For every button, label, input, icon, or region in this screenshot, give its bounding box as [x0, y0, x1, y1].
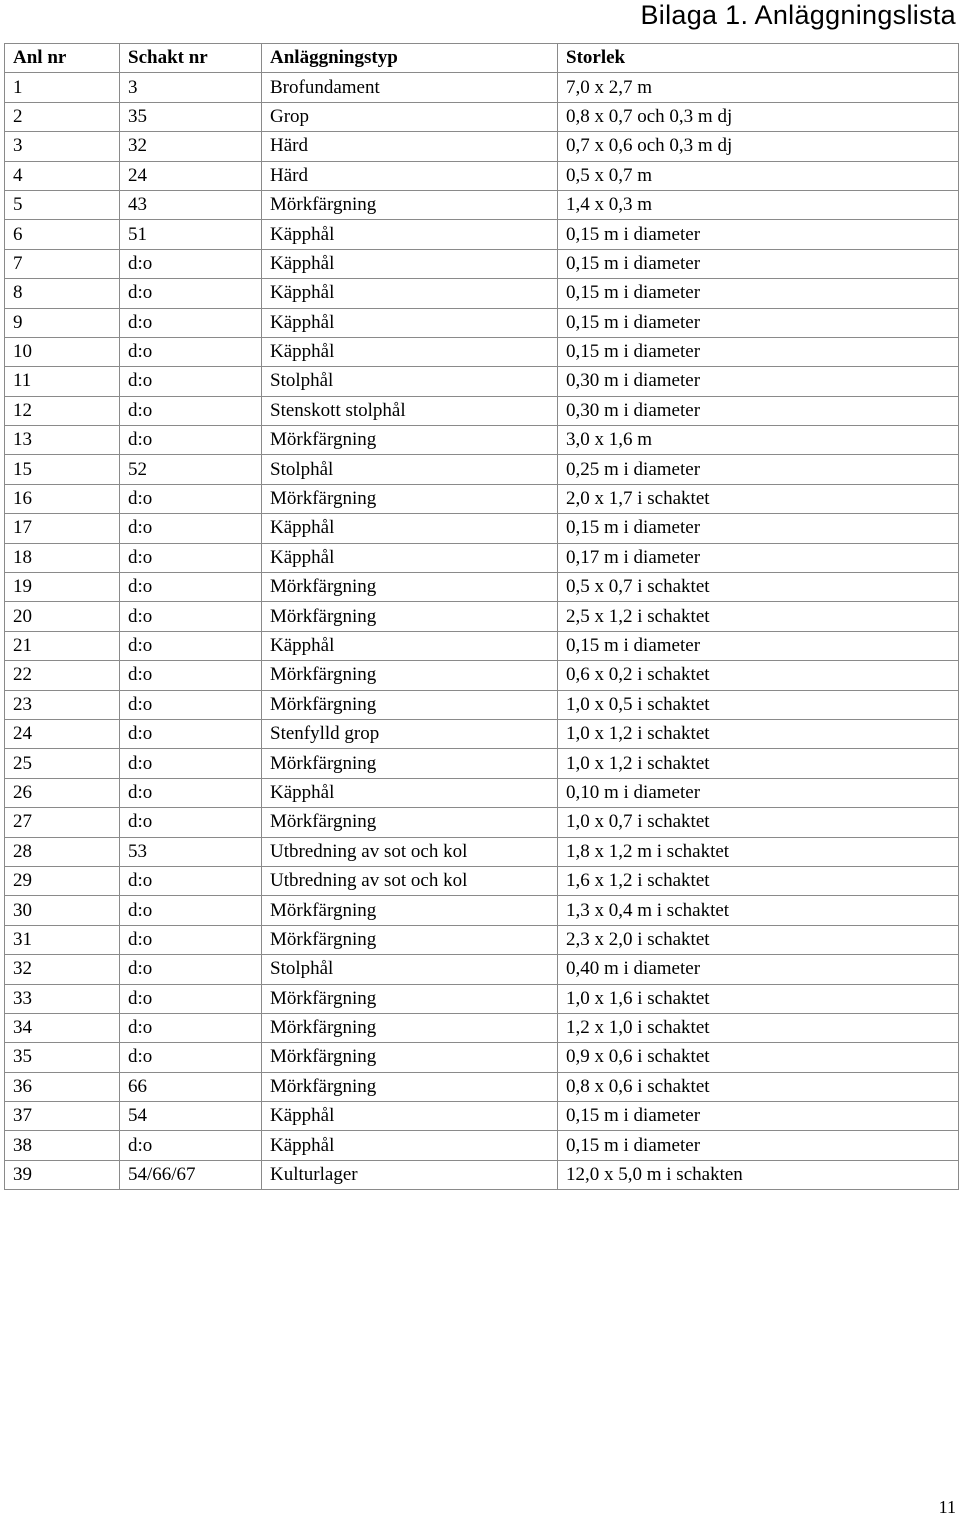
table-row — [5, 631, 959, 660]
cell-storlek: 0,15 m i diameter — [558, 249, 959, 278]
cell-storlek: 1,0 x 1,6 i schaktet — [558, 984, 959, 1013]
cell-anlaggningstyp: Mörkfärgning — [262, 426, 558, 455]
cell-anl-nr: 29 — [5, 866, 120, 895]
cell-schakt-nr: 52 — [120, 455, 262, 484]
cell-schakt-nr: d:o — [120, 573, 262, 602]
cell-schakt-nr: d:o — [120, 984, 262, 1013]
table-row — [5, 955, 959, 984]
cell-anl-nr: 18 — [5, 543, 120, 572]
table-row — [5, 73, 959, 102]
cell-schakt-nr: d:o — [120, 308, 262, 337]
cell-anl-nr: 36 — [5, 1072, 120, 1101]
cell-storlek: 1,0 x 1,2 i schaktet — [558, 749, 959, 778]
table-row — [5, 661, 959, 690]
table-row — [5, 719, 959, 748]
table-row — [5, 337, 959, 366]
cell-anlaggningstyp: Mörkfärgning — [262, 896, 558, 925]
cell-anl-nr: 26 — [5, 778, 120, 807]
table-row — [5, 925, 959, 954]
cell-anl-nr: 24 — [5, 719, 120, 748]
cell-schakt-nr: d:o — [120, 1131, 262, 1160]
table-row — [5, 1160, 959, 1189]
cell-storlek: 0,6 x 0,2 i schaktet — [558, 661, 959, 690]
cell-anlaggningstyp: Käpphål — [262, 337, 558, 366]
table-row — [5, 1013, 959, 1042]
cell-schakt-nr: d:o — [120, 396, 262, 425]
cell-storlek: 0,15 m i diameter — [558, 1102, 959, 1131]
cell-anl-nr: 19 — [5, 573, 120, 602]
cell-anl-nr: 12 — [5, 396, 120, 425]
cell-schakt-nr: 3 — [120, 73, 262, 102]
cell-schakt-nr: d:o — [120, 337, 262, 366]
cell-schakt-nr: d:o — [120, 690, 262, 719]
header-anlaggningstyp: Anläggningstyp — [262, 44, 558, 73]
cell-schakt-nr: d:o — [120, 896, 262, 925]
cell-schakt-nr: d:o — [120, 955, 262, 984]
cell-storlek: 0,17 m i diameter — [558, 543, 959, 572]
cell-anlaggningstyp: Mörkfärgning — [262, 925, 558, 954]
cell-storlek: 2,0 x 1,7 i schaktet — [558, 484, 959, 513]
cell-anl-nr: 32 — [5, 955, 120, 984]
cell-anl-nr: 9 — [5, 308, 120, 337]
table-row — [5, 1043, 959, 1072]
cell-anl-nr: 13 — [5, 426, 120, 455]
cell-anlaggningstyp: Mörkfärgning — [262, 690, 558, 719]
cell-schakt-nr: 43 — [120, 190, 262, 219]
cell-schakt-nr: d:o — [120, 279, 262, 308]
cell-anl-nr: 33 — [5, 984, 120, 1013]
table-row — [5, 220, 959, 249]
cell-anlaggningstyp: Stolphål — [262, 955, 558, 984]
table-row — [5, 484, 959, 513]
cell-anl-nr: 22 — [5, 661, 120, 690]
cell-anlaggningstyp: Käpphål — [262, 220, 558, 249]
cell-storlek: 1,0 x 0,7 i schaktet — [558, 808, 959, 837]
cell-storlek: 0,7 x 0,6 och 0,3 m dj — [558, 132, 959, 161]
table-row — [5, 690, 959, 719]
table-row — [5, 102, 959, 131]
cell-schakt-nr: 53 — [120, 837, 262, 866]
cell-storlek: 1,8 x 1,2 m i schaktet — [558, 837, 959, 866]
table-header-row — [5, 44, 959, 73]
cell-anlaggningstyp: Käpphål — [262, 543, 558, 572]
cell-schakt-nr: 54 — [120, 1102, 262, 1131]
cell-anlaggningstyp: Stolphål — [262, 367, 558, 396]
cell-anl-nr: 31 — [5, 925, 120, 954]
cell-anlaggningstyp: Käpphål — [262, 778, 558, 807]
facility-table — [4, 43, 959, 1190]
cell-anlaggningstyp: Grop — [262, 102, 558, 131]
cell-anlaggningstyp: Käpphål — [262, 249, 558, 278]
table-row — [5, 514, 959, 543]
cell-storlek: 0,5 x 0,7 m — [558, 161, 959, 190]
cell-anl-nr: 7 — [5, 249, 120, 278]
cell-storlek: 0,15 m i diameter — [558, 220, 959, 249]
cell-storlek: 2,5 x 1,2 i schaktet — [558, 602, 959, 631]
cell-anlaggningstyp: Mörkfärgning — [262, 661, 558, 690]
cell-storlek: 0,15 m i diameter — [558, 1131, 959, 1160]
table-row — [5, 161, 959, 190]
cell-storlek: 0,10 m i diameter — [558, 778, 959, 807]
cell-anl-nr: 1 — [5, 73, 120, 102]
cell-anlaggningstyp: Mörkfärgning — [262, 602, 558, 631]
cell-storlek: 1,2 x 1,0 i schaktet — [558, 1013, 959, 1042]
cell-storlek: 0,30 m i diameter — [558, 367, 959, 396]
cell-anlaggningstyp: Mörkfärgning — [262, 984, 558, 1013]
cell-schakt-nr: 51 — [120, 220, 262, 249]
cell-schakt-nr: 66 — [120, 1072, 262, 1101]
cell-schakt-nr: d:o — [120, 1043, 262, 1072]
table-row — [5, 1072, 959, 1101]
cell-anlaggningstyp: Mörkfärgning — [262, 1072, 558, 1101]
cell-anl-nr: 34 — [5, 1013, 120, 1042]
table-row — [5, 367, 959, 396]
cell-anlaggningstyp: Mörkfärgning — [262, 190, 558, 219]
cell-schakt-nr: d:o — [120, 808, 262, 837]
cell-anlaggningstyp: Härd — [262, 161, 558, 190]
cell-storlek: 0,15 m i diameter — [558, 514, 959, 543]
cell-storlek: 0,9 x 0,6 i schaktet — [558, 1043, 959, 1072]
cell-anlaggningstyp: Stenskott stolphål — [262, 396, 558, 425]
table-row — [5, 132, 959, 161]
cell-schakt-nr: d:o — [120, 866, 262, 895]
table-row — [5, 455, 959, 484]
cell-schakt-nr: d:o — [120, 484, 262, 513]
cell-storlek: 0,8 x 0,7 och 0,3 m dj — [558, 102, 959, 131]
cell-schakt-nr: d:o — [120, 249, 262, 278]
cell-anl-nr: 5 — [5, 190, 120, 219]
cell-anlaggningstyp: Käpphål — [262, 514, 558, 543]
table-row — [5, 396, 959, 425]
cell-schakt-nr: d:o — [120, 749, 262, 778]
cell-schakt-nr: d:o — [120, 543, 262, 572]
cell-schakt-nr: d:o — [120, 925, 262, 954]
cell-schakt-nr: d:o — [120, 602, 262, 631]
table-row — [5, 543, 959, 572]
cell-anl-nr: 2 — [5, 102, 120, 131]
cell-storlek: 1,0 x 0,5 i schaktet — [558, 690, 959, 719]
cell-anl-nr: 8 — [5, 279, 120, 308]
cell-anlaggningstyp: Brofundament — [262, 73, 558, 102]
cell-anl-nr: 25 — [5, 749, 120, 778]
cell-storlek: 0,40 m i diameter — [558, 955, 959, 984]
table-row — [5, 426, 959, 455]
page-title: Bilaga 1. Anläggningslista — [640, 0, 956, 30]
cell-anl-nr: 28 — [5, 837, 120, 866]
cell-anlaggningstyp: Käpphål — [262, 279, 558, 308]
cell-storlek: 0,30 m i diameter — [558, 396, 959, 425]
cell-anlaggningstyp: Stenfylld grop — [262, 719, 558, 748]
cell-storlek: 7,0 x 2,7 m — [558, 73, 959, 102]
cell-anl-nr: 3 — [5, 132, 120, 161]
cell-schakt-nr: d:o — [120, 514, 262, 543]
cell-anl-nr: 37 — [5, 1102, 120, 1131]
table-row — [5, 573, 959, 602]
cell-anl-nr: 21 — [5, 631, 120, 660]
table-row — [5, 249, 959, 278]
cell-storlek: 0,8 x 0,6 i schaktet — [558, 1072, 959, 1101]
table-row — [5, 190, 959, 219]
cell-storlek: 12,0 x 5,0 m i schakten — [558, 1160, 959, 1189]
cell-anlaggningstyp: Utbredning av sot och kol — [262, 837, 558, 866]
cell-anl-nr: 4 — [5, 161, 120, 190]
cell-storlek: 1,6 x 1,2 i schaktet — [558, 866, 959, 895]
cell-anlaggningstyp: Stolphål — [262, 455, 558, 484]
cell-anlaggningstyp: Mörkfärgning — [262, 573, 558, 602]
table-body — [5, 73, 959, 1190]
cell-anl-nr: 11 — [5, 367, 120, 396]
table-row — [5, 896, 959, 925]
cell-anlaggningstyp: Mörkfärgning — [262, 1043, 558, 1072]
cell-storlek: 1,0 x 1,2 i schaktet — [558, 719, 959, 748]
cell-anl-nr: 39 — [5, 1160, 120, 1189]
cell-anl-nr: 6 — [5, 220, 120, 249]
cell-storlek: 0,15 m i diameter — [558, 308, 959, 337]
cell-anl-nr: 16 — [5, 484, 120, 513]
cell-schakt-nr: d:o — [120, 661, 262, 690]
cell-anlaggningstyp: Mörkfärgning — [262, 484, 558, 513]
table-row — [5, 778, 959, 807]
cell-storlek: 1,4 x 0,3 m — [558, 190, 959, 219]
cell-storlek: 0,15 m i diameter — [558, 337, 959, 366]
cell-anl-nr: 35 — [5, 1043, 120, 1072]
cell-anlaggningstyp: Mörkfärgning — [262, 808, 558, 837]
header-schakt-nr: Schakt nr — [120, 44, 262, 73]
cell-anlaggningstyp: Härd — [262, 132, 558, 161]
cell-anlaggningstyp: Mörkfärgning — [262, 1013, 558, 1042]
cell-storlek: 3,0 x 1,6 m — [558, 426, 959, 455]
cell-anl-nr: 38 — [5, 1131, 120, 1160]
table-row — [5, 808, 959, 837]
cell-anlaggningstyp: Käpphål — [262, 1102, 558, 1131]
table-row — [5, 984, 959, 1013]
header-anl-nr: Anl nr — [5, 44, 120, 73]
cell-anlaggningstyp: Käpphål — [262, 1131, 558, 1160]
cell-storlek: 0,25 m i diameter — [558, 455, 959, 484]
cell-schakt-nr: d:o — [120, 367, 262, 396]
cell-schakt-nr: d:o — [120, 426, 262, 455]
table-row — [5, 749, 959, 778]
table-row — [5, 837, 959, 866]
cell-schakt-nr: d:o — [120, 719, 262, 748]
cell-schakt-nr: d:o — [120, 1013, 262, 1042]
cell-storlek: 1,3 x 0,4 m i schaktet — [558, 896, 959, 925]
cell-anl-nr: 23 — [5, 690, 120, 719]
cell-anlaggningstyp: Kulturlager — [262, 1160, 558, 1189]
cell-schakt-nr: 32 — [120, 132, 262, 161]
table-row — [5, 866, 959, 895]
table-row — [5, 279, 959, 308]
cell-storlek: 0,15 m i diameter — [558, 279, 959, 308]
page-number: 11 — [938, 1497, 956, 1517]
cell-anlaggningstyp: Käpphål — [262, 631, 558, 660]
cell-anl-nr: 27 — [5, 808, 120, 837]
header-storlek: Storlek — [558, 44, 959, 73]
table-row — [5, 1131, 959, 1160]
cell-anl-nr: 10 — [5, 337, 120, 366]
table-row — [5, 602, 959, 631]
cell-anlaggningstyp: Utbredning av sot och kol — [262, 866, 558, 895]
cell-schakt-nr: 54/66/67 — [120, 1160, 262, 1189]
cell-schakt-nr: d:o — [120, 778, 262, 807]
table-row — [5, 1102, 959, 1131]
cell-anl-nr: 20 — [5, 602, 120, 631]
cell-anl-nr: 15 — [5, 455, 120, 484]
cell-storlek: 0,15 m i diameter — [558, 631, 959, 660]
table-row — [5, 308, 959, 337]
cell-anlaggningstyp: Käpphål — [262, 308, 558, 337]
cell-anl-nr: 30 — [5, 896, 120, 925]
cell-storlek: 2,3 x 2,0 i schaktet — [558, 925, 959, 954]
cell-anl-nr: 17 — [5, 514, 120, 543]
cell-schakt-nr: d:o — [120, 631, 262, 660]
cell-schakt-nr: 24 — [120, 161, 262, 190]
cell-schakt-nr: 35 — [120, 102, 262, 131]
cell-anlaggningstyp: Mörkfärgning — [262, 749, 558, 778]
cell-storlek: 0,5 x 0,7 i schaktet — [558, 573, 959, 602]
